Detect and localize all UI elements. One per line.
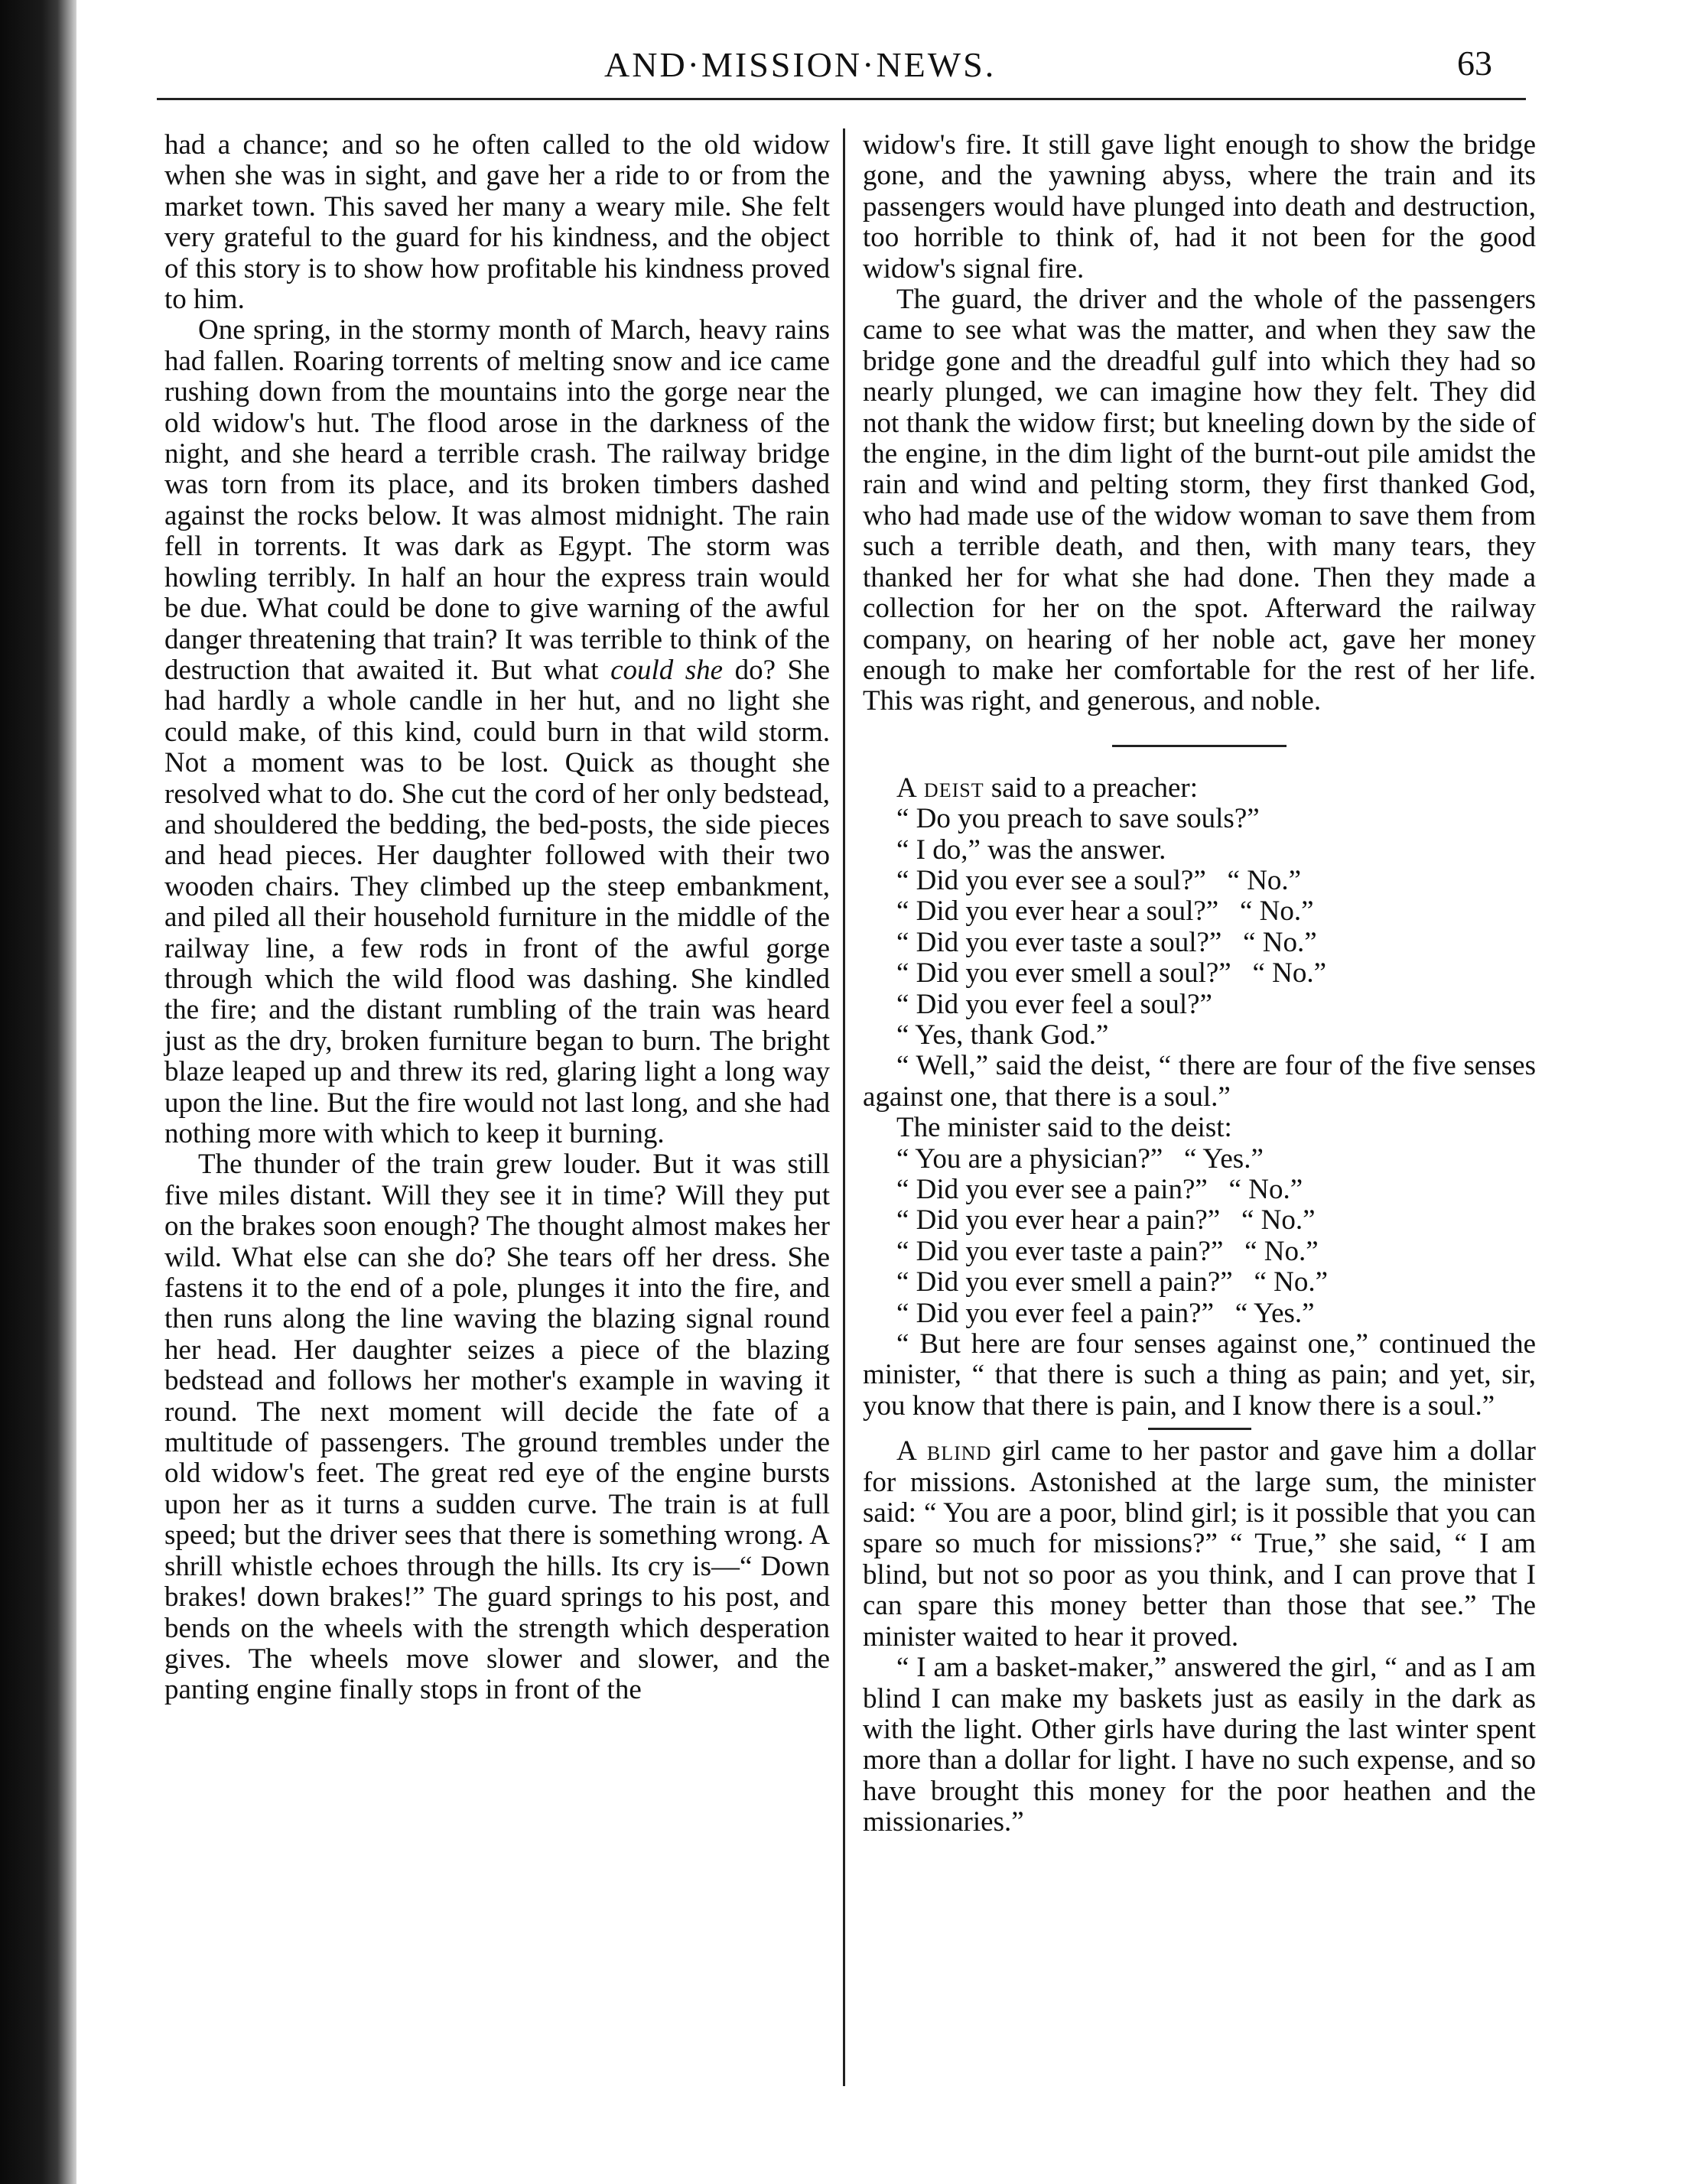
page-binding-edge [0,0,76,2184]
deist-intro [863,773,1536,804]
dialogue-line: “ Did you ever hear a soul?” “ No.” [896,895,1314,928]
story-text: do? She had hardly a whole candle in her hut, and no light she could make, of this kind, could burn in that wild storm. Not a moment was to be lost. Quick as thought she resolved what to do. She cut the cord of her only bedstead, and shouldered the bedding, the bed-posts, the side pieces and head pieces. Her daughter followed with their two wooden chairs. They climbed up the steep embankment, and piled all their household furniture in the middle of the railway line, a few rods in front of the awful gorge through which the wild flood was dashing. She kindled the fire; and the distant rumbling of the train was heard just as the dry, broken furniture began to burn. The bright blaze leaped up and threw its red, glaring light a long way upon the line. But the fire would not last long, and she had nothing more with which to keep it burning. [164,654,831,1149]
left-column [164,130,830,1706]
minister-intro: The minister said to the deist: [896,1112,1232,1144]
deist-closing-paragraph: “ But here are four senses against one,” continued the minister, “ that there is such a thing as pain; and yet, sir, you know that there is pain, and I know there is a soul.” [863,1328,1536,1422]
dialogue-line: “ Yes, thank God.” [896,1019,1109,1051]
deist-well-paragraph: “ Well,” said the deist, “ there are four of the five senses against one, that there is a soul.” [863,1050,1536,1113]
section-separator [1148,1428,1251,1430]
deist-intro-word: A deist [896,772,984,804]
column-divider [843,128,845,2086]
section-separator [1112,745,1287,747]
blind-girl-intro-word: A blind [896,1435,992,1467]
dialogue-line: “ Did you ever smell a pain?” “ No.” [896,1266,1329,1298]
dialogue-line: “ Did you ever see a pain?” “ No.” [896,1174,1303,1205]
story-text: girl came to her pastor and gave him a dollar for missions. Astonished at the large sum, the minister said: “ You are a poor, blind girl; is it possible that you can spare so much for missions?” “ True,” she said, “ I am blind, but not so poor as you think, and I can prove that I can spare this money better than those that see.” The minister waited to hear it proved. [863,1435,1536,1653]
page-number: 63 [1457,44,1492,83]
story-paragraph [164,315,830,1149]
dialogue-line: “ Did you ever taste a pain?” “ No.” [896,1235,1319,1267]
dialogue-line: “ Did you ever hear a pain?” “ No.” [896,1204,1316,1237]
dialogue-line: “ Did you ever smell a soul?” “ No.” [896,957,1327,990]
header-rule [157,98,1526,100]
story-paragraph: “ I am a basket-maker,” answered the girl, “ and as I am blind I can make my baskets just as easily in the dark as with the light. Other girls have during the last winter spent more than a dollar for light. I have no such expense, and so have brought this money for the poor heathen and the missionaries.” [863,1652,1536,1838]
story-text: One spring, in the stormy month of March, heavy rains had fallen. Roaring torrents of melting snow and ice came rushing down from the mountains into the gorge near the old widow's hut. The flood arose in the darkness of the night, and she heard a terrible crash. The railway bridge was torn from its place, and its broken timbers dashed against the rocks below. It was almost midnight. The rain fell in torrents. It was dark as Egypt. The storm was howling terribly. In half an hour the express train would be due. What could be done to give warning of the awful danger threatening that train? It was terrible to think of the destruction that awaited it. But what [164,314,830,686]
story-emphasis: could she [610,654,724,686]
blind-girl-story [863,1436,1536,1838]
dialogue-line: “ Do you preach to save souls?” [896,803,1260,835]
story-paragraph: The thunder of the train grew louder. But it was still five miles distant. Will they see it in time? Will they put on the brakes soon enough? The thought almost makes her wild. What else can she do? She tears off her dress. She fastens it to the end of a pole, plunges it into the fire, and then runs along the line waving the blazing signal round her head. Her daughter seizes a piece of the blazing bedstead and follows her mother's example in waving it round. The next moment will decide the fate of a multitude of passengers. The ground trembles under the old widow's feet. The great red eye of the engine bursts upon her as it turns a sudden curve. The train is at full speed; but the driver sees that there is something wrong. A shrill whistle echoes through the hills. Its cry is—“ Down brakes! down brakes!” The guard springs to his post, and bends on the wheels with the strength which desperation gives. The wheels move slower and slower, and the panting engine finally stops in front of the [164,1149,830,1706]
right-column [863,130,1536,1838]
dialogue-line: “ Did you ever see a soul?” “ No.” [896,864,1302,896]
deist-dialogue [863,773,1536,1422]
story-paragraph: The guard, the driver and the whole of the passengers came to see what was the matter, and when they saw the bridge gone and the dreadful gulf into which they had so nearly plunged, we can imagine how they felt. They did not thank the widow first; but kneeling down by the side of the engine, in the dim light of the burnt-out pile amidst the rain and wind and pelting storm, they first thanked God, who had made use of the widow woman to save them from such a terrible death, and then, with many tears, they thanked her for what she had done. Then they made a collection for her on the spot. Afterward the railway company, on hearing of her noble act, gave her money enough to make her comfortable for the rest of her life. This was right, and generous, and noble. [863,284,1536,717]
dialogue-line: “ Did you ever feel a soul?” [896,988,1212,1020]
deist-intro-rest: said to a preacher: [984,772,1199,804]
story-paragraph [863,1436,1536,1653]
story-paragraph: widow's fire. It still gave light enough to show the bridge gone, and the yawning abyss, where the train and its passengers would have plunged into death and destruction, too horrible to think of, had it not been for the good widow's signal fire. [863,129,1536,284]
dialogue-line: “ You are a physician?” “ Yes.” [896,1142,1264,1175]
dialogue-line: “ Did you ever taste a soul?” “ No.” [896,926,1317,958]
story-paragraph: had a chance; and so he often called to the old widow when she was in sight, and gave her a ride to or from the market town. This saved her many a weary mile. She felt very grateful to the guard for his kindness, and the object of this story is to show how profitable his kindness proved to him. [164,129,830,316]
running-header-title: AND·MISSION·NEWS. [604,45,997,84]
dialogue-line: “ I do,” was the answer. [896,834,1166,866]
dialogue-line: “ Did you ever feel a pain?” “ Yes.” [896,1297,1315,1329]
